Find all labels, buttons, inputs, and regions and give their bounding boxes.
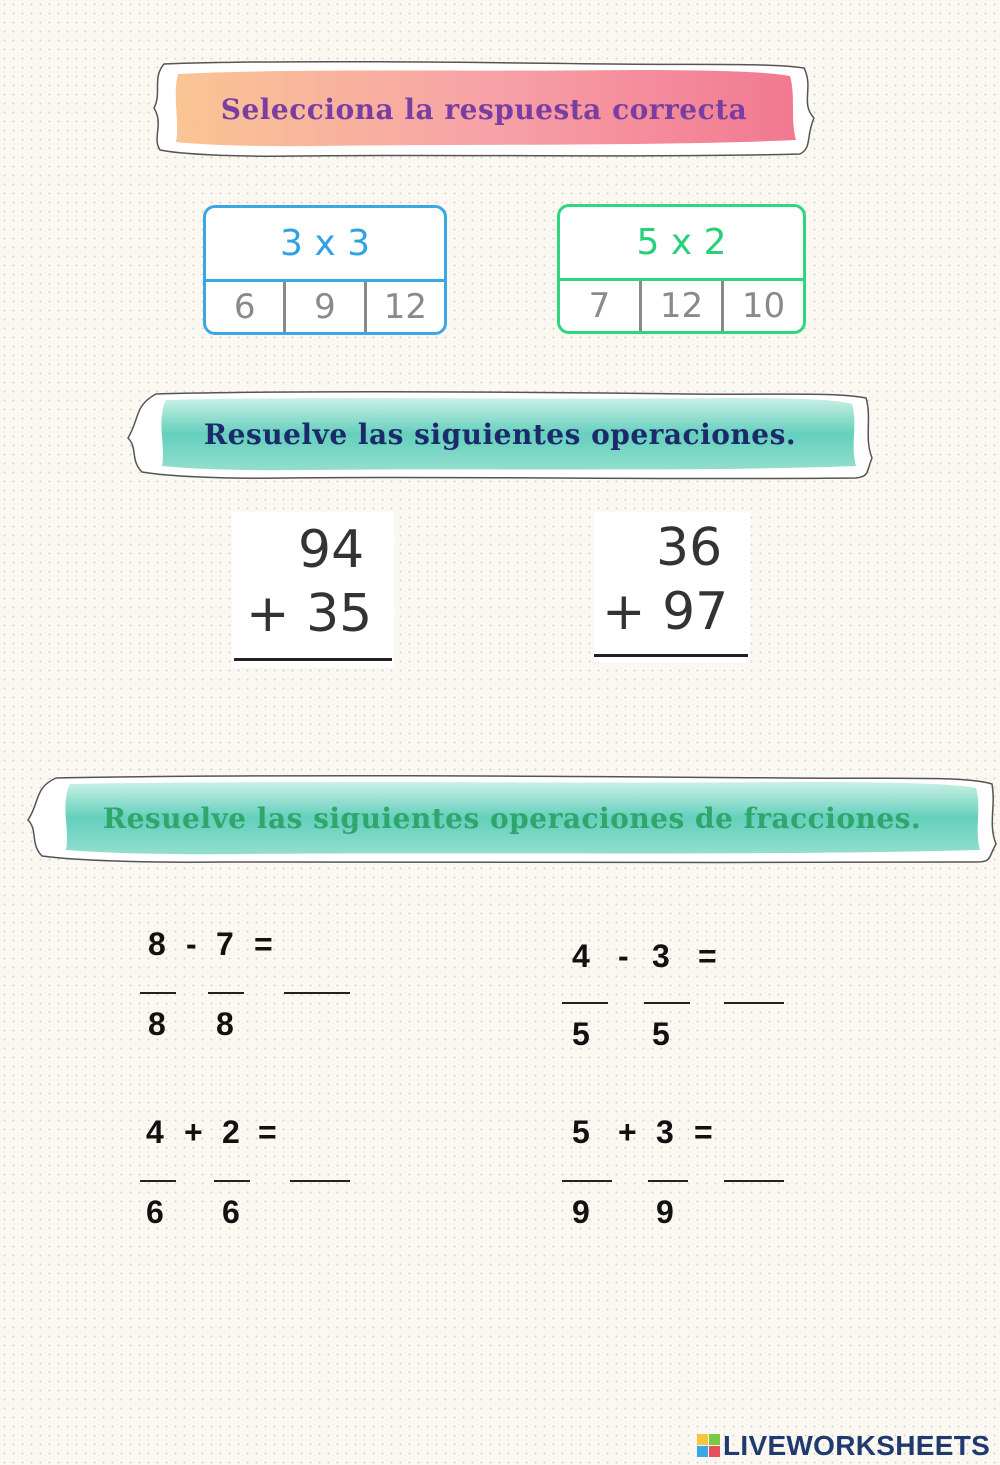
answer-option[interactable]: 12 bbox=[364, 282, 444, 332]
fraction-problem bbox=[140, 924, 360, 1054]
operator: - bbox=[186, 926, 197, 962]
section-title-operations bbox=[126, 388, 874, 480]
denominator: 9 bbox=[572, 1194, 590, 1230]
denominator: 8 bbox=[148, 1006, 166, 1042]
equals-sign: = bbox=[258, 1114, 277, 1150]
denominator: 9 bbox=[656, 1194, 674, 1230]
multiple-choice-card bbox=[557, 204, 806, 334]
denominator: 5 bbox=[572, 1016, 590, 1052]
fraction-problem bbox=[562, 1112, 792, 1242]
equals-sign: = bbox=[254, 926, 273, 962]
answer-option[interactable]: 9 bbox=[283, 282, 363, 332]
answer-blank[interactable] bbox=[724, 1002, 784, 1004]
numerator: 2 bbox=[222, 1114, 240, 1150]
answer-option[interactable]: 12 bbox=[639, 281, 721, 331]
answer-blank[interactable] bbox=[284, 992, 350, 994]
sum-line bbox=[594, 654, 748, 657]
fraction-problem bbox=[562, 936, 792, 1066]
fraction-bar bbox=[208, 992, 244, 994]
numerator: 3 bbox=[656, 1114, 674, 1150]
fraction-bar bbox=[648, 1180, 688, 1182]
operator: - bbox=[618, 938, 629, 974]
fraction-bar bbox=[562, 1180, 612, 1182]
fraction-bar bbox=[140, 992, 176, 994]
operator: + bbox=[184, 1114, 203, 1150]
section-title-fractions bbox=[26, 772, 998, 864]
denominator: 6 bbox=[146, 1194, 164, 1230]
liveworksheets-wordmark: LIVEWORKSHEETS bbox=[723, 1430, 991, 1461]
answer-option[interactable]: 6 bbox=[233, 287, 256, 327]
section-title-text: Resuelve las siguientes operaciones de fracciones. bbox=[102, 801, 922, 835]
addition-problem bbox=[232, 512, 394, 668]
denominator: 6 bbox=[222, 1194, 240, 1230]
question-text: 3 x 3 bbox=[206, 208, 444, 282]
equals-sign: = bbox=[698, 938, 717, 974]
addition-problem bbox=[594, 512, 750, 662]
numerator: 4 bbox=[146, 1114, 164, 1150]
equals-sign: = bbox=[694, 1114, 713, 1150]
fraction-bar bbox=[644, 1002, 690, 1004]
answer-blank[interactable] bbox=[290, 1180, 350, 1182]
addend-top: 36 bbox=[656, 518, 723, 578]
liveworksheets-logo-mark bbox=[697, 1434, 721, 1458]
answer-option[interactable]: 10 bbox=[721, 281, 803, 331]
numerator: 3 bbox=[652, 938, 670, 974]
liveworksheets-logo[interactable] bbox=[697, 1430, 990, 1462]
denominator: 8 bbox=[216, 1006, 234, 1042]
section-title-select bbox=[150, 58, 818, 160]
numerator: 7 bbox=[216, 926, 234, 962]
operator: + bbox=[618, 1114, 637, 1150]
multiple-choice-card bbox=[203, 205, 447, 335]
section-title-text: Selecciona la respuesta correcta bbox=[220, 92, 748, 126]
answer-option[interactable]: 7 bbox=[588, 286, 611, 326]
fraction-problem bbox=[140, 1112, 360, 1242]
answer-blank[interactable] bbox=[724, 1180, 784, 1182]
denominator: 5 bbox=[652, 1016, 670, 1052]
fraction-bar bbox=[562, 1002, 608, 1004]
addend-top: 94 bbox=[298, 520, 365, 580]
question-text: 5 x 2 bbox=[560, 207, 803, 281]
numerator: 4 bbox=[572, 938, 590, 974]
addend-bottom: + 35 bbox=[246, 584, 373, 644]
numerator: 8 bbox=[148, 926, 166, 962]
section-title-text: Resuelve las siguientes operaciones. bbox=[203, 417, 797, 451]
fraction-bar bbox=[140, 1180, 176, 1182]
addend-bottom: + 97 bbox=[602, 582, 729, 642]
sum-line bbox=[234, 658, 392, 661]
fraction-bar bbox=[214, 1180, 250, 1182]
numerator: 5 bbox=[572, 1114, 590, 1150]
